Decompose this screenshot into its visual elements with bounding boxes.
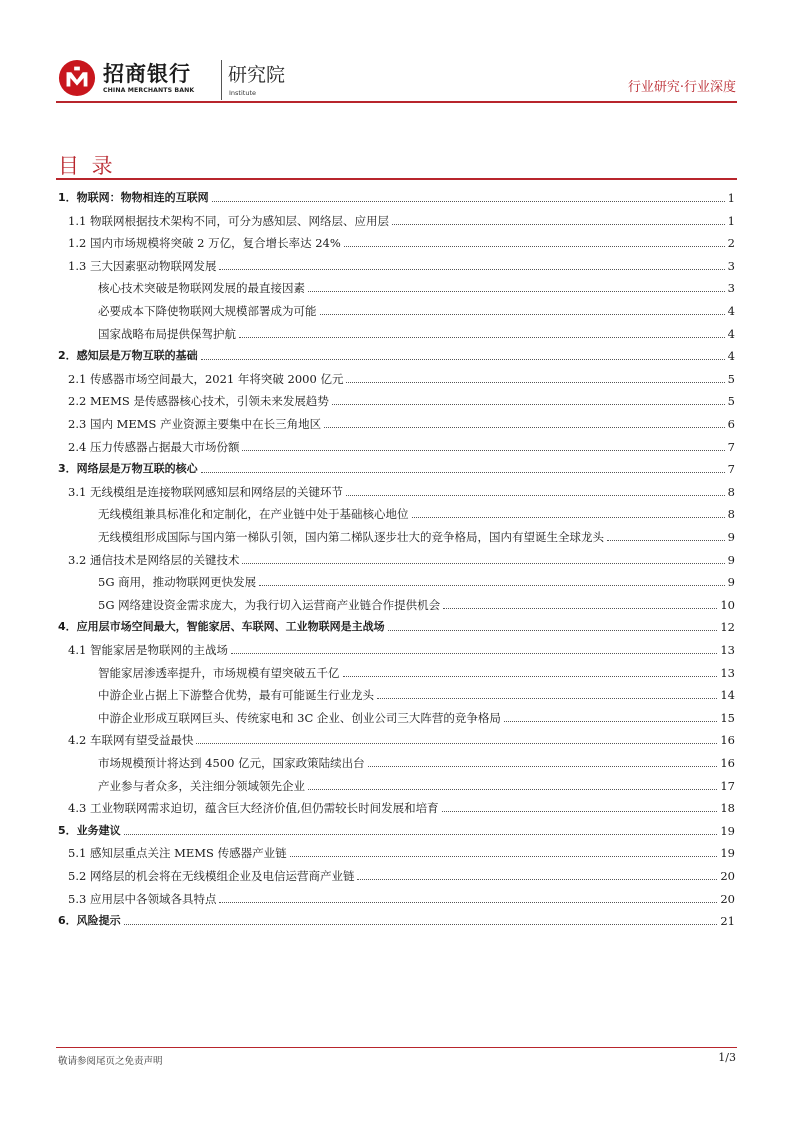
toc-entry-label: 1.1 物联网根据技术架构不同，可分为感知层、网络层、应用层: [68, 213, 389, 228]
toc-entry-label: 5G 网络建设资金需求庞大，为我行切入运营商产业链合作提供机会: [98, 597, 441, 612]
toc-entry-level-2[interactable]: [68, 478, 735, 500]
toc-entry-page-number: 16: [720, 733, 735, 748]
toc-entry-label: 4.3 工业物联网需求迫切，蕴含巨大经济价值,但仍需较长时间发展和培育: [68, 801, 439, 816]
toc-dot-leader: [124, 924, 718, 925]
toc-dot-leader: [332, 404, 725, 405]
toc-entry-label: 6．风险提示: [58, 914, 121, 928]
toc-entry-page-number: 20: [720, 869, 735, 883]
toc-dot-leader: [388, 630, 718, 631]
toc-dot-leader: [320, 314, 725, 315]
toc-entry-level-3[interactable]: [98, 772, 735, 794]
toc-entry-label: 产业参与者众多，关注细分领域领先企业: [98, 778, 305, 793]
toc-entry-label: 4.2 车联网有望受益最快: [68, 733, 194, 748]
toc-entry-level-2[interactable]: [68, 546, 735, 568]
toc-entry-label: 3.2 通信技术是网络层的关键技术: [68, 552, 240, 567]
toc-entry-label: 必要成本下降使物联网大规模部署成为可能: [98, 304, 317, 318]
toc-entry-page-number: 21: [720, 914, 735, 929]
toc-entry-page-number: 9: [727, 530, 735, 544]
toc-entry-page-number: 3: [727, 258, 735, 273]
toc-entry-label: 国家战略布局提供保驾护航: [98, 326, 236, 341]
toc-entry-level-2[interactable]: [68, 207, 735, 229]
toc-title: 目 录: [58, 154, 116, 178]
toc-entry-page-number: 3: [727, 281, 735, 296]
toc-dot-leader: [219, 902, 717, 903]
toc-entry-page-number: 12: [720, 620, 735, 635]
toc-entry-page-number: 7: [727, 462, 735, 477]
brand-separator: [221, 60, 222, 100]
toc-entry-label: 3.1 无线模组是连接物联网感知层和网络层的关键环节: [68, 484, 343, 499]
toc-dot-leader: [442, 811, 718, 812]
toc-entry-label: 1.2 国内市场规模将突破 2 万亿，复合增长率达 24%: [68, 236, 341, 251]
toc-entry-page-number: 19: [720, 823, 735, 838]
header-divider: [56, 101, 737, 103]
toc-entry-label: 2.4 压力传感器占据最大市场份额: [68, 439, 240, 454]
toc-dot-leader: [196, 743, 717, 744]
toc-dot-leader: [201, 472, 725, 473]
toc-entry-label: 中游企业形成互联网巨头、传统家电和 3C 企业、创业公司三大阵营的竞争格局: [98, 710, 501, 725]
toc-entry-level-1[interactable]: [58, 817, 735, 839]
toc-entry-level-1[interactable]: [58, 455, 735, 477]
toc-entry-label: 3．网络层是万物互联的核心: [58, 462, 198, 476]
toc-entry-page-number: 1: [727, 191, 735, 205]
toc-entry-level-2[interactable]: [68, 794, 735, 816]
toc-dot-leader: [343, 676, 718, 677]
toc-entry-page-number: 18: [720, 801, 735, 816]
toc-entry-page-number: 8: [727, 484, 735, 499]
toc-entry-label: 5．业务建议: [58, 823, 121, 837]
toc-entry-label: 5.1 感知层重点关注 MEMS 传感器产业链: [68, 846, 287, 861]
toc-entry-page-number: 14: [720, 688, 735, 703]
toc-entry-label: 1．物联网：物物相连的互联网: [58, 191, 209, 204]
toc-dot-leader: [346, 382, 724, 383]
toc-entry-label: 5G 商用，推动物联网更快发展: [98, 575, 257, 590]
toc-entry-page-number: 10: [720, 597, 735, 612]
toc-entry-page-number: 9: [727, 552, 735, 567]
toc-entry-page-number: 13: [720, 643, 735, 657]
toc-dot-leader: [443, 608, 717, 609]
toc-entry-level-3[interactable]: [98, 568, 735, 590]
toc-entry-level-2[interactable]: [68, 433, 735, 455]
toc-dot-leader: [290, 856, 718, 857]
toc-entry-level-3[interactable]: [98, 297, 735, 319]
toc-entry-level-3[interactable]: [98, 659, 735, 681]
toc-entry-page-number: 19: [720, 846, 735, 861]
toc-entry-label: 5.2 网络层的机会将在无线模组企业及电信运营商产业链: [68, 869, 355, 883]
toc-dot-leader: [242, 563, 724, 564]
toc-dot-leader: [242, 450, 724, 451]
toc-entry-label: 市场规模预计将达到 4500 亿元，国家政策陆续出台: [98, 756, 365, 770]
toc-entry-level-2[interactable]: [68, 726, 735, 748]
toc-entry-level-1[interactable]: [58, 613, 735, 635]
toc-dot-leader: [357, 879, 717, 880]
toc-entry-level-3[interactable]: [98, 523, 735, 545]
toc-dot-leader: [259, 585, 725, 586]
toc-entry-label: 智能家居渗透率提升，市场规模有望突破五千亿: [98, 665, 340, 680]
toc-dot-leader: [368, 766, 718, 767]
toc-dot-leader: [308, 789, 717, 790]
toc-entry-page-number: 4: [727, 326, 735, 341]
toc-entry-level-3[interactable]: [98, 274, 735, 296]
toc-entry-level-3[interactable]: [98, 749, 735, 771]
toc-dot-leader: [344, 246, 725, 247]
brand-name-cn: 招商银行: [103, 62, 191, 86]
toc-entry-page-number: 5: [727, 394, 735, 409]
toc-dot-leader: [392, 224, 725, 225]
toc-dot-leader: [201, 359, 725, 360]
toc-entry-label: 核心技术突破是物联网发展的最直接因素: [98, 281, 305, 296]
toc-entry-page-number: 16: [720, 756, 735, 770]
toc-entry-level-2[interactable]: [68, 862, 735, 884]
toc-entry-level-3[interactable]: [98, 500, 735, 522]
toc-entry-page-number: 1: [727, 213, 735, 228]
bank-logo-icon: [58, 59, 96, 97]
title-divider: [56, 178, 737, 180]
toc-dot-leader: [239, 337, 725, 338]
toc-entry-label: 4．应用层市场空间最大，智能家居、车联网、工业物联网是主战场: [58, 620, 385, 634]
toc-entry-label: 5.3 应用层中各领域各具特点: [68, 891, 217, 906]
toc-entry-label: 4.1 智能家居是物联网的主战场: [68, 643, 228, 657]
toc-entry-level-3[interactable]: [98, 681, 735, 703]
toc-dot-leader: [231, 653, 717, 654]
toc-entry-label: 2.1 传感器市场空间最大，2021 年将突破 2000 亿元: [68, 371, 344, 386]
toc-entry-level-2[interactable]: [68, 365, 735, 387]
footer-divider: [56, 1047, 737, 1048]
toc-entry-level-2[interactable]: [68, 387, 735, 409]
toc-entry-page-number: 15: [720, 710, 735, 725]
toc-entry-page-number: 8: [727, 507, 735, 522]
toc-entry-level-2[interactable]: [68, 885, 735, 907]
toc-entry-page-number: 5: [727, 371, 735, 386]
toc-entry-label: 中游企业占据上下游整合优势，最有可能诞生行业龙头: [98, 688, 374, 703]
toc-entry-label: 2.2 MEMS 是传感器核心技术，引领未来发展趋势: [68, 394, 329, 409]
toc-entry-level-2[interactable]: [68, 636, 735, 658]
toc-dot-leader: [324, 427, 725, 428]
toc-entry-level-3[interactable]: [98, 591, 735, 613]
toc-dot-leader: [212, 201, 725, 202]
toc-entry-page-number: 4: [727, 349, 735, 364]
toc-entry-page-number: 13: [720, 665, 735, 680]
toc-entry-level-1[interactable]: [58, 184, 735, 206]
toc-entry-page-number: 20: [720, 891, 735, 906]
toc-dot-leader: [346, 495, 725, 496]
toc-entry-level-1[interactable]: [58, 907, 735, 929]
toc-dot-leader: [219, 269, 724, 270]
toc-entry-level-2[interactable]: [68, 839, 735, 861]
report-type-label: 行业研究·行业深度: [627, 80, 736, 95]
toc-entry-level-2[interactable]: [68, 229, 735, 251]
brand-name-en: CHINA MERCHANTS BANK: [103, 87, 195, 94]
toc-dot-leader: [308, 291, 725, 292]
toc-dot-leader: [504, 721, 717, 722]
toc-entry-label: 2.3 国内 MEMS 产业资源主要集中在长三角地区: [68, 417, 322, 431]
institute-name-cn: 研究院: [228, 64, 286, 86]
toc-dot-leader: [412, 517, 725, 518]
toc-dot-leader: [377, 698, 717, 699]
toc-entry-level-3[interactable]: [98, 704, 735, 726]
toc-entry-level-2[interactable]: [68, 410, 735, 432]
toc-entry-label: 1.3 三大因素驱动物联网发展: [68, 258, 217, 273]
toc-entry-page-number: 7: [727, 439, 735, 454]
toc-entry-level-2[interactable]: [68, 252, 735, 274]
toc-entry-label: 无线模组形成国际与国内第一梯队引领，国内第二梯队逐步壮大的竞争格局，国内有望诞生全球龙头: [98, 530, 604, 544]
page-number: 1/3: [718, 1051, 736, 1064]
toc-entry-label: 2．感知层是万物互联的基础: [58, 349, 198, 363]
toc-entry-page-number: 4: [727, 304, 735, 318]
toc-entry-page-number: 9: [727, 575, 735, 590]
toc-entry-page-number: 17: [720, 778, 735, 793]
toc-entry-level-3[interactable]: [98, 320, 735, 342]
institute-name-en: Institute: [229, 89, 256, 97]
disclaimer-note: 敬请参阅尾页之免责声明: [58, 1056, 163, 1067]
toc-dot-leader: [124, 834, 718, 835]
toc-entry-level-1[interactable]: [58, 342, 735, 364]
toc-dot-leader: [607, 540, 725, 541]
toc-entry-page-number: 2: [727, 236, 735, 251]
toc-entry-page-number: 6: [727, 417, 735, 431]
toc-entry-label: 无线模组兼具标准化和定制化，在产业链中处于基础核心地位: [98, 507, 409, 522]
